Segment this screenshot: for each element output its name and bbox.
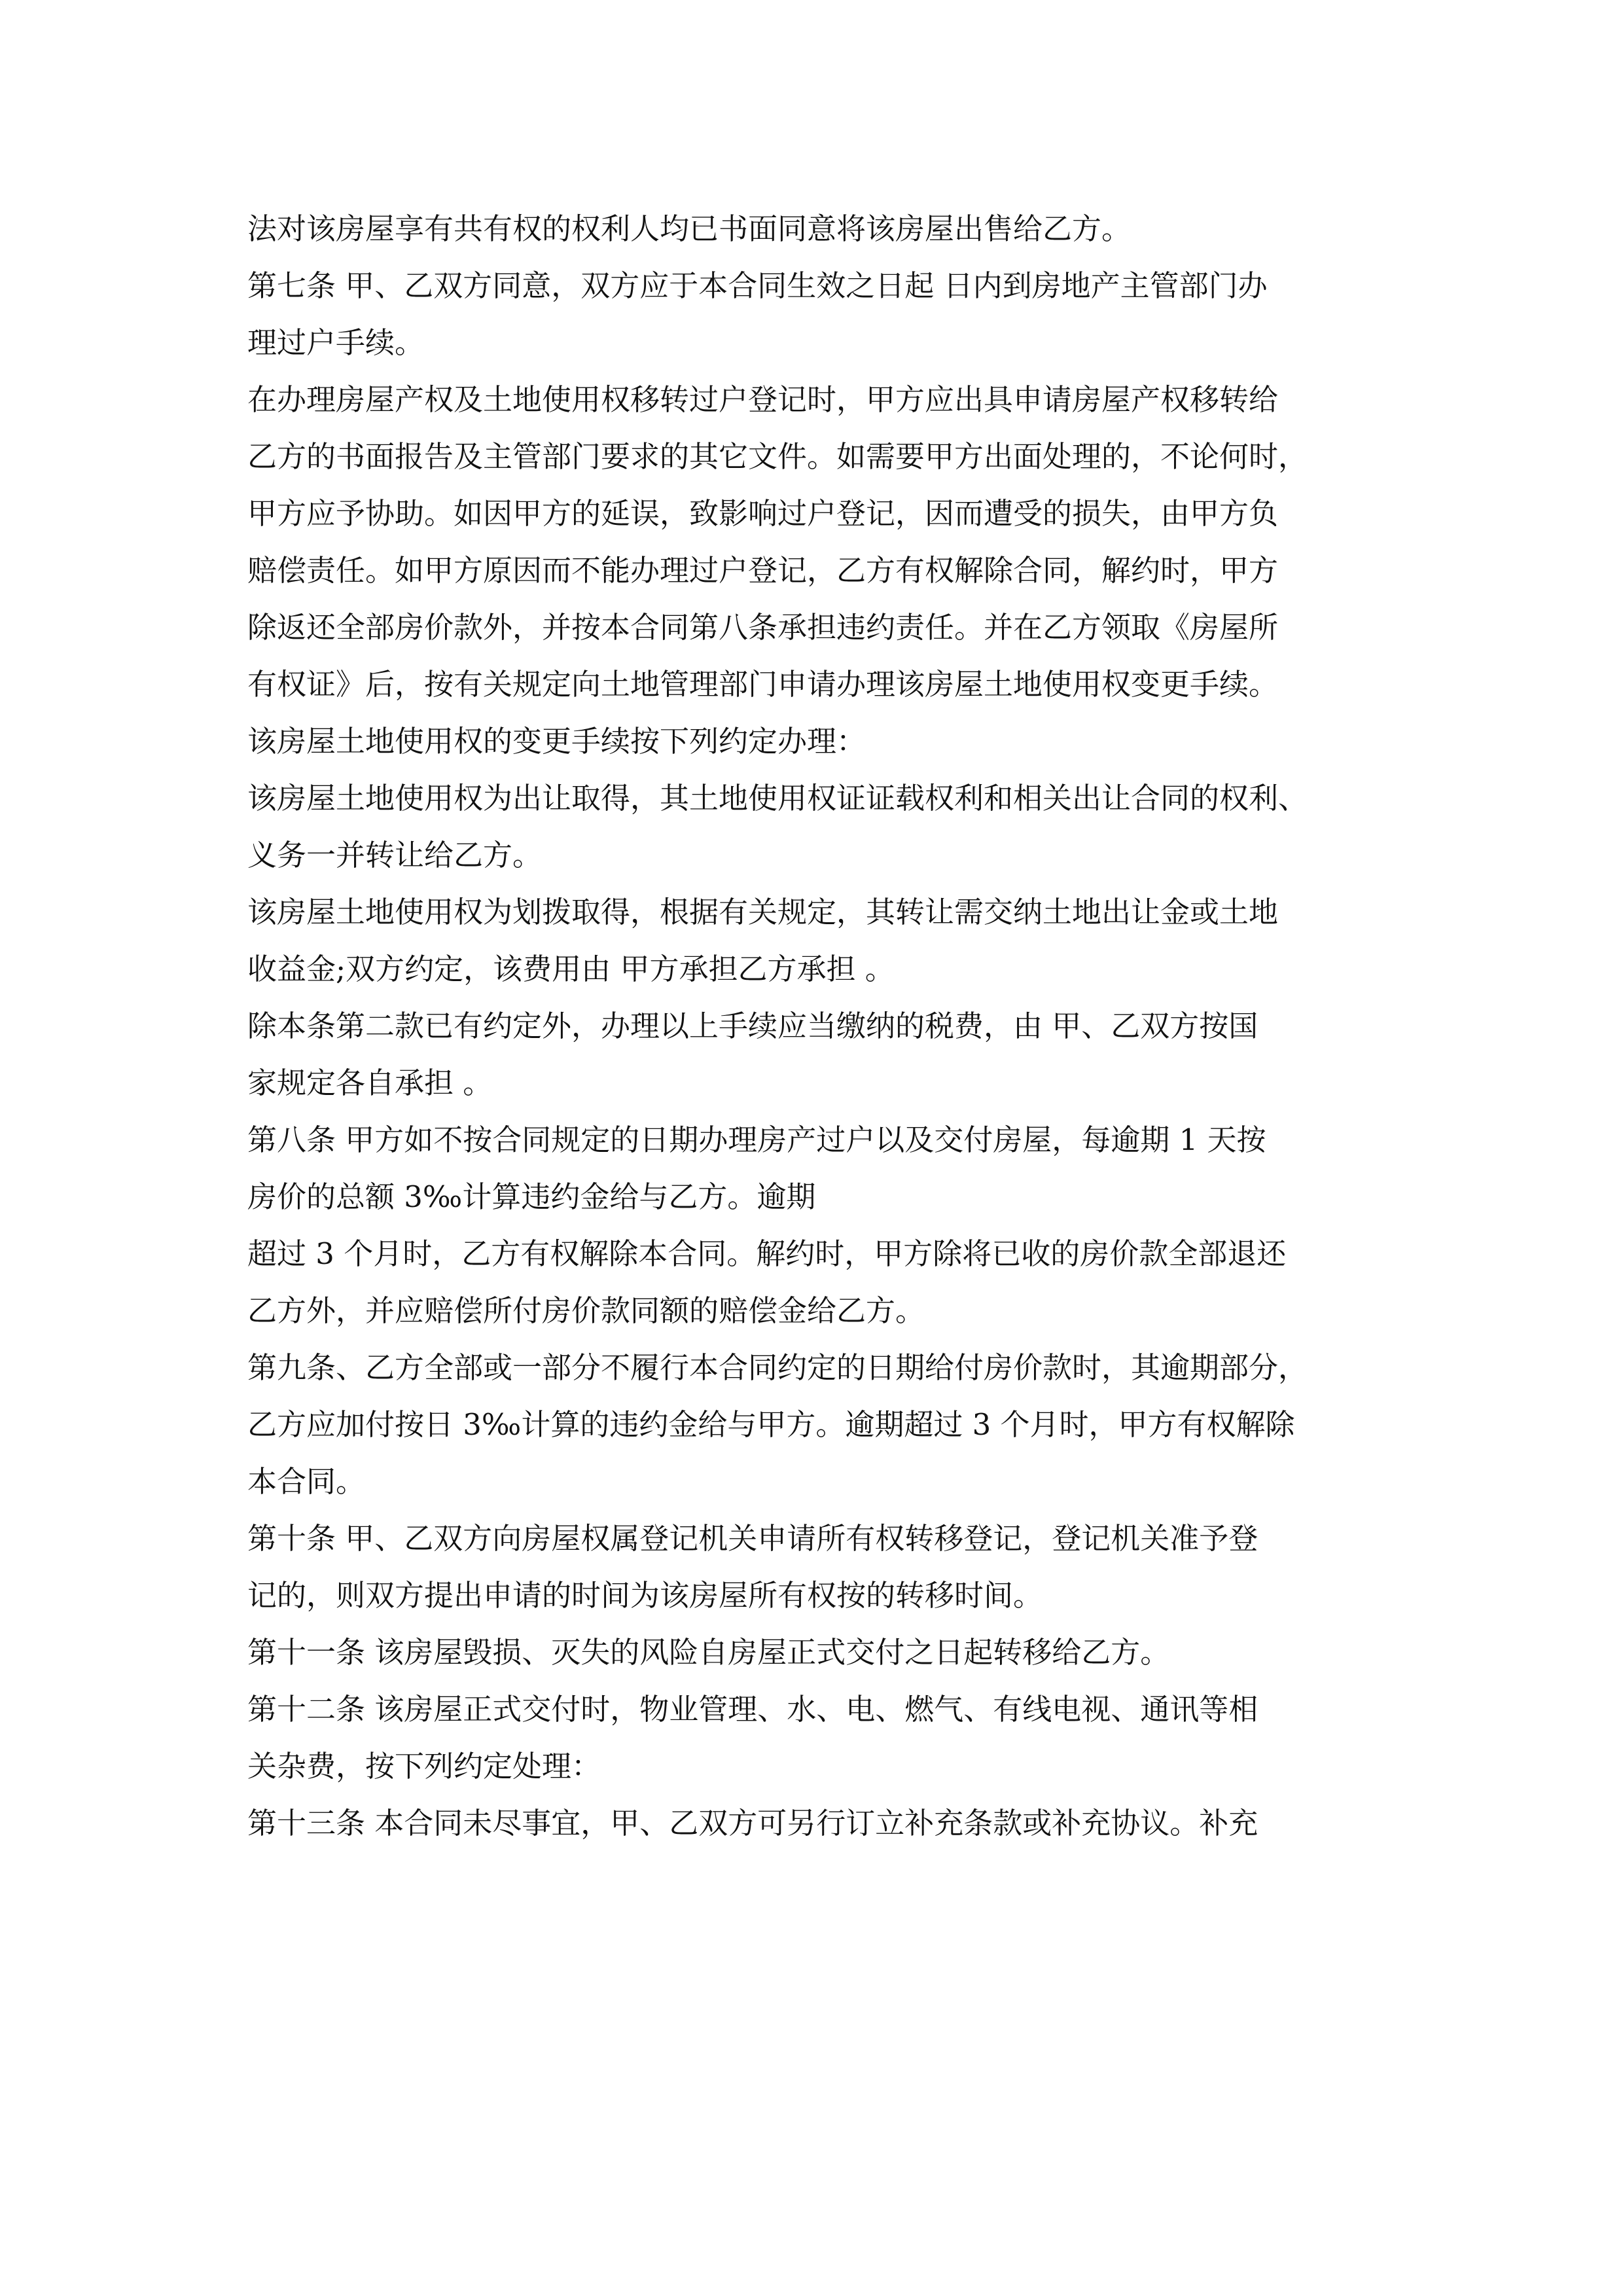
text-line: 家规定各自承担 。 [247, 1066, 493, 1100]
text-line: 理过户手续。 [247, 325, 425, 360]
text-line: 义务一并转让给乙方。 [247, 838, 543, 872]
text-line: 乙方外，并应赔偿所付房价款同额的赔偿金给乙方。 [247, 1293, 925, 1328]
text-line: 赔偿责任。如甲方原因而不能办理过户登记，乙方有权解除合同，解约时，甲方 [247, 553, 1279, 588]
text-line: 乙方应加付按日 3‰计算的违约金给与甲方。逾期超过 3 个月时，甲方有权解除 [247, 1407, 1295, 1442]
text-line: 该房屋土地使用权为出让取得，其土地使用权证证载权利和相关出让合同的权利、 [247, 781, 1308, 816]
text-line: 第十三条 本合同未尽事宜，甲、乙双方可另行订立补充条款或补充协议。补充 [247, 1806, 1258, 1840]
text-line: 收益金;双方约定，该费用由 甲方承担乙方承担 。 [247, 952, 895, 986]
text-line: 超过 3 个月时，乙方有权解除本合同。解约时，甲方除将已收的房价款全部退还 [247, 1236, 1287, 1271]
text-line: 该房屋土地使用权为划拨取得，根据有关规定，其转让需交纳土地出让金或土地 [247, 895, 1279, 929]
text-line: 乙方的书面报告及主管部门要求的其它文件。如需要甲方出面处理的，不论何时， [247, 439, 1308, 474]
text-line: 第十二条 该房屋正式交付时，物业管理、水、电、燃气、有线电视、通讯等相 [247, 1692, 1258, 1727]
text-line: 除本条第二款已有约定外，办理以上手续应当缴纳的税费，由 甲、乙双方按国 [247, 1009, 1258, 1043]
text-line: 甲方应予协助。如因甲方的延误，致影响过户登记，因而遭受的损失，由甲方负 [247, 496, 1279, 531]
text-line: 法对该房屋享有共有权的权利人均已书面同意将该房屋出售给乙方。 [247, 211, 1132, 246]
text-line: 该房屋土地使用权的变更手续按下列约定办理： [247, 724, 866, 759]
text-line: 在办理房屋产权及土地使用权移转过户登记时，甲方应出具申请房屋产权移转给 [247, 382, 1279, 417]
text-line: 第八条 甲方如不按合同规定的日期办理房产过户以及交付房屋，每逾期 1 天按 [247, 1122, 1266, 1157]
contract-body [247, 200, 1412, 1852]
text-line: 第七条 甲、乙双方同意，双方应于本合同生效之日起 日内到房地产主管部门办 [247, 268, 1268, 303]
text-line: 除返还全部房价款外，并按本合同第八条承担违约责任。并在乙方领取《房屋所 [247, 610, 1279, 645]
text-line: 关杂费，按下列约定处理： [247, 1749, 601, 1784]
text-line: 本合同。 [247, 1464, 366, 1499]
text-line: 记的，则双方提出申请的时间为该房屋所有权按的转移时间。 [247, 1578, 1043, 1613]
text-line: 房价的总额 3‰计算违约金给与乙方。逾期 [247, 1179, 816, 1214]
text-line: 第九条、乙方全部或一部分不履行本合同约定的日期给付房价款时，其逾期部分， [247, 1350, 1308, 1385]
text-line: 有权证》后，按有关规定向土地管理部门申请办理该房屋土地使用权变更手续。 [247, 667, 1279, 702]
text-line: 第十条 甲、乙双方向房屋权属登记机关申请所有权转移登记，登记机关准予登 [247, 1521, 1258, 1556]
text-line: 第十一条 该房屋毁损、灭失的风险自房屋正式交付之日起转移给乙方。 [247, 1635, 1170, 1670]
